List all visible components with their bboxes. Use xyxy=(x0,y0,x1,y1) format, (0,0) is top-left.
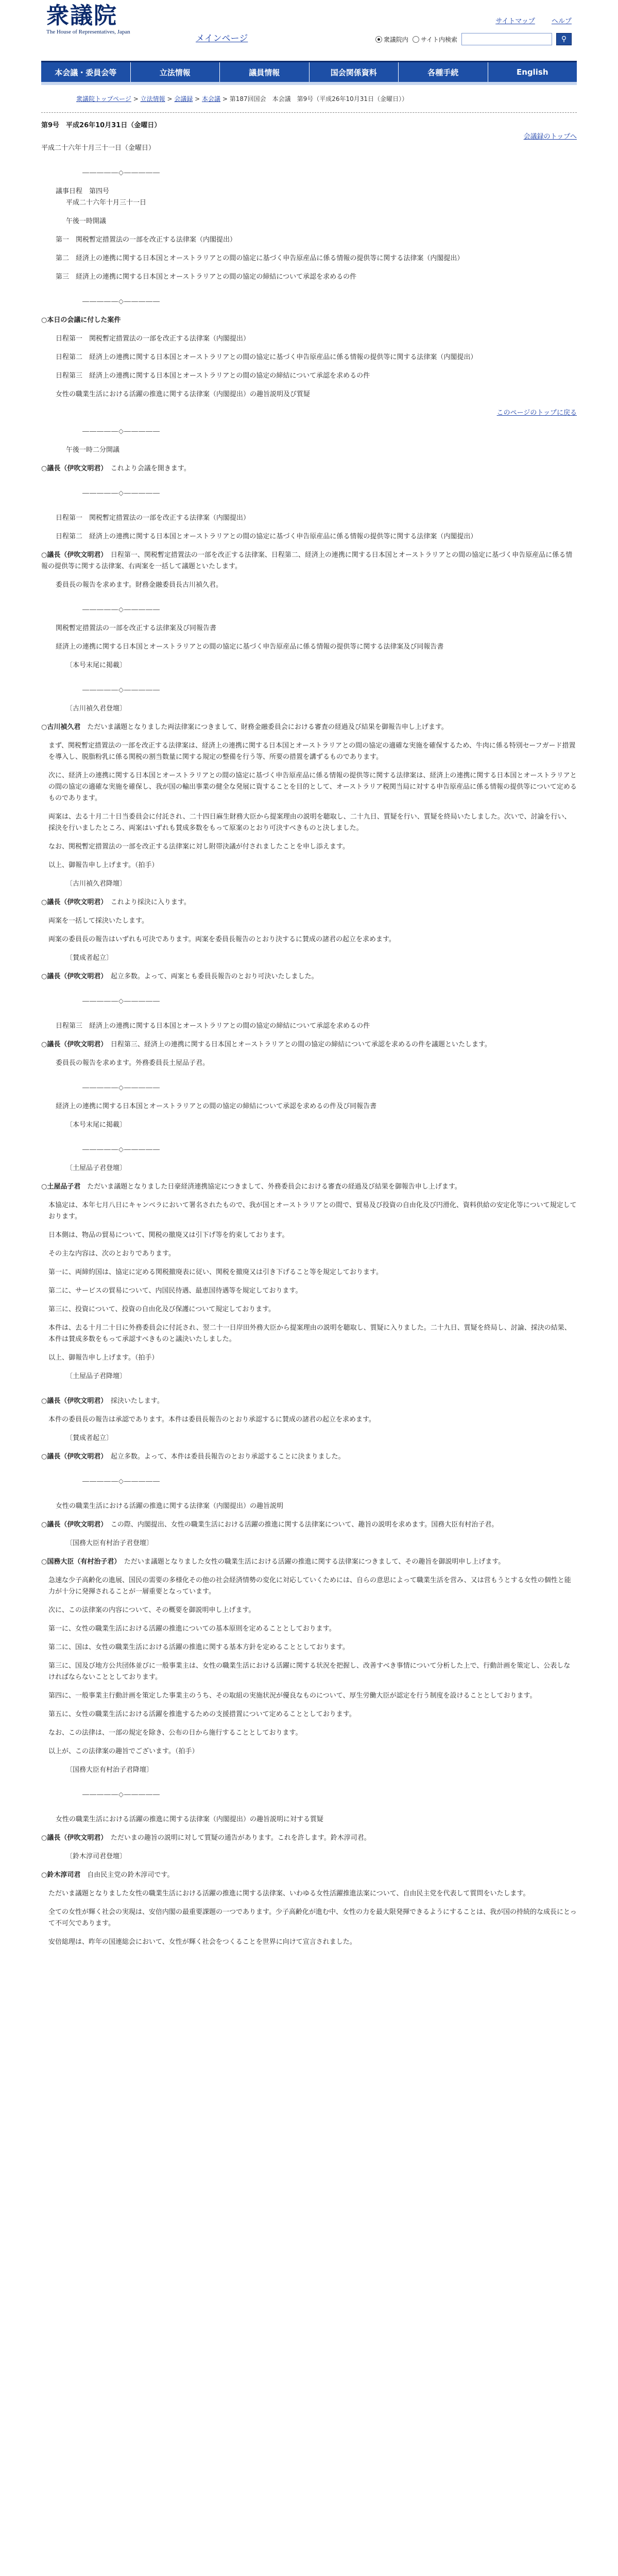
breadcrumb-minutes[interactable]: 会議録 xyxy=(174,95,193,103)
speaker-chair: ○議長（伊吹文明君） xyxy=(41,1521,104,1529)
speaker-arimura: ○国務大臣（有村治子君） xyxy=(41,1558,117,1566)
speech-text: 日本側は、物品の貿易について、関税の撤廃又は引下げ等を約束しております。 xyxy=(48,1231,289,1239)
sitemap-link[interactable]: サイトマップ xyxy=(495,18,535,25)
speech-text: これより会議を開きます。 xyxy=(110,465,191,472)
speech-text: 両案は、去る十月二十日当委員会に付託され、二十四日麻生財務大臣から提案理由の説明を聴取し、二十九日、質疑を行い、質疑を終局いたしました。次いで、討論を行い、採決を行いましたところ、両案はいずれも賛成多数をもって原案のとおり可決すべきものと決しました。 xyxy=(48,813,571,832)
separator: ―――――◇――――― xyxy=(82,686,160,694)
stage-note: 〔土屋品子君降壇〕 xyxy=(66,1372,127,1380)
speech-text: 委員長の報告を求めます。外務委員長土屋品子君。 xyxy=(56,1059,209,1067)
speech-text: 第五に、女性の職業生活における活躍を推進するための支援措置について定めることとしております。 xyxy=(48,1710,356,1718)
speech-text: 本件は、去る十月二十日に外務委員会に付託され、翌二十一日岸田外務大臣から提案理由の説明を聴取し、質疑に入りました。二十九日、質疑を終局し、討論、採決の結果、本件は賛成多数をもって承認すべきものと議決いたしました。 xyxy=(48,1324,571,1343)
speech-text: 両案を一括して採決いたします。 xyxy=(48,917,148,925)
back-to-top-link[interactable]: このページのトップに戻る xyxy=(496,409,577,417)
agenda-item: 女性の職業生活における活躍の推進に関する法律案（内閣提出）の趣旨説明に対する質疑 xyxy=(56,1816,324,1823)
speech-text: まず、関税暫定措置法の一部を改正する法律案は、経済上の連携に関する日本国とオーストラリアとの間の協定の適確な実施を確保するため、牛肉に係る特別セーフガード措置を導入し、脱脂粉乳に係る関税の割当数量に関する規定の整備を行う等、所要の措置を講ずるものであります。 xyxy=(48,742,576,761)
separator: ―――――◇――――― xyxy=(82,997,160,1005)
speech-text: 以上、御報告申し上げます。（拍手） xyxy=(48,1354,159,1362)
site-header xyxy=(41,0,577,61)
stand-note: 〔賛成者起立〕 xyxy=(66,1434,113,1442)
separator: ―――――◇――――― xyxy=(82,489,160,497)
omit-note: 〔本号末尾に掲載〕 xyxy=(66,1121,127,1129)
stage-note: 〔鈴木淳司君登壇〕 xyxy=(66,1853,127,1860)
separator: ―――――◇――――― xyxy=(82,1146,160,1154)
separator: ―――――◇――――― xyxy=(82,298,160,306)
case-item: 日程第三 経済上の連携に関する日本国とオーストラリアとの間の協定の締結について承認を求めるの件 xyxy=(56,372,370,380)
nav-members[interactable]: 議員情報 xyxy=(220,62,310,82)
scope-option-house[interactable] xyxy=(375,35,408,44)
separator: ―――――◇――――― xyxy=(82,1084,160,1092)
nav-diet-materials[interactable]: 国会関係資料 xyxy=(310,62,399,82)
logo-subtitle: The House of Representatives, Japan xyxy=(46,29,130,35)
speech-text: ただいま議題となりました両法律案につきまして、財務金融委員会における審査の経過及び結果を御報告申し上げます。 xyxy=(87,723,448,731)
agenda-start: 午後一時開議 xyxy=(66,217,107,225)
speech-text: 第四に、一般事業主行動計画を策定した事業主のうち、その取組の実施状況が優良なものについて、厚生労働大臣が認定を行う制度を設けることとしております。 xyxy=(48,1692,537,1700)
search-input[interactable] xyxy=(461,33,552,45)
speech-text: 起立多数。よって、両案とも委員長報告のとおり可決いたしました。 xyxy=(110,973,318,980)
scope-label: 衆議院内 xyxy=(383,36,408,43)
speech-text: 両案の委員長の報告はいずれも可決であります。両案を委員長報告のとおり決するに賛成の諸君の起立を求めます。 xyxy=(48,936,396,943)
speech-text: 第三に、国及び地方公共団体並びに一般事業主は、女性の職業生活における活躍に関する状況を把握し、改善すべき事情について分析した上で、行動計画を策定し、公表しなければならないこととしております。 xyxy=(48,1662,571,1681)
agenda-title: 議事日程 第四号 xyxy=(56,188,110,195)
scope-option-site[interactable] xyxy=(413,35,457,44)
speech-text: 第一に、女性の職業生活における活躍の推進についての基本原則を定めることとしております。 xyxy=(48,1625,336,1633)
speaker-suzuki: ○鈴木淳司君 xyxy=(41,1871,81,1879)
site-search xyxy=(375,33,572,45)
stage-note: 〔古川禎久君降壇〕 xyxy=(66,880,127,888)
speaker-chair: ○議長（伊吹文明君） xyxy=(41,465,104,472)
search-icon: ⚲ xyxy=(561,35,567,43)
bill-title: 経済上の連携に関する日本国とオーストラリアとの間の協定に基づく申告原産品に係る情報の提供等に関する法律案及び同報告書 xyxy=(56,643,444,651)
nav-underline xyxy=(41,82,577,85)
agenda-item: 日程第一 関税暫定措置法の一部を改正する法律案（内閣提出） xyxy=(56,514,250,522)
section-title: ○本日の会議に付した案件 xyxy=(41,316,121,324)
case-item: 日程第二 経済上の連携に関する日本国とオーストラリアとの間の協定に基づく申告原産品に係る情報の提供等に関する法律案（内閣提出） xyxy=(56,353,477,361)
radio-icon xyxy=(413,36,419,43)
minutes-document xyxy=(41,113,577,1948)
help-link[interactable]: ヘルプ xyxy=(551,18,572,25)
speech-text: 急速な少子高齢化の進展、国民の需要の多様化その他の社会経済情勢の変化に対応していくためには、自らの意思によって職業生活を営み、又は営もうとする女性の個性と能力が十分に発揮されることが一層重要となっています。 xyxy=(48,1577,571,1596)
speaker-chair: ○議長（伊吹文明君） xyxy=(41,1041,104,1048)
utility-links xyxy=(481,15,572,25)
agenda-item: 第二 経済上の連携に関する日本国とオーストラリアとの間の協定に基づく申告原産品に係る情報の提供等に関する法律案（内閣提出） xyxy=(56,255,464,262)
speech-text: 委員長の報告を求めます。財務金融委員長古川禎久君。 xyxy=(56,581,222,589)
speech-text: 本件の委員長の報告は承認であります。本件は委員長報告のとおり承認するに賛成の諸君の起立を求めます。 xyxy=(48,1416,375,1423)
breadcrumb-separator: > xyxy=(193,95,202,103)
breadcrumb-top[interactable]: 衆議院トップページ xyxy=(76,95,131,103)
stage-note: 〔国務大臣有村治子君登壇〕 xyxy=(66,1539,153,1547)
speaker-chair: ○議長（伊吹文明君） xyxy=(41,1453,104,1461)
speech-text: 安倍総理は、昨年の国連総会において、女性が輝く社会をつくることを世界に向けて宣言されました。 xyxy=(48,1938,356,1946)
site-logo[interactable] xyxy=(46,4,130,35)
omit-note: 〔本号末尾に掲載〕 xyxy=(66,662,127,669)
nav-english[interactable]: English xyxy=(516,67,548,77)
stage-note: 〔古川禎久君登壇〕 xyxy=(66,705,127,713)
speaker-furukawa: ○古川禎久君 xyxy=(41,723,81,731)
breadcrumb xyxy=(41,94,577,103)
bill-title: 関税暫定措置法の一部を改正する法律案及び同報告書 xyxy=(56,624,217,632)
stage-note: 〔土屋品子君登壇〕 xyxy=(66,1164,127,1172)
speech-text: 全ての女性が輝く社会の実現は、安倍内閣の最重要課題の一つであります。少子高齢化が進む中、女性の力を最大限発揮できるようにすることは、我が国の持続的な成長にとって不可欠であります。 xyxy=(48,1908,577,1927)
nav-plenary-committees[interactable]: 本会議・委員会等 xyxy=(41,62,131,82)
separator: ―――――◇――――― xyxy=(82,606,160,614)
speech-text: ただいまの趣旨の説明に対して質疑の通告があります。これを許します。鈴木淳司君。 xyxy=(110,1834,371,1842)
page xyxy=(41,0,577,1948)
speech-text: 第三に、投資について、投資の自由化及び保護について規定しております。 xyxy=(48,1306,276,1313)
agenda-item: 第三 経済上の連携に関する日本国とオーストラリアとの間の協定の締結について承認を求めるの件 xyxy=(56,273,357,281)
speaker-chair: ○議長（伊吹文明君） xyxy=(41,551,104,559)
agenda-date: 平成二十六年十月三十一日 xyxy=(66,199,147,207)
separator: ―――――◇――――― xyxy=(82,428,160,435)
speech-text: 次に、経済上の連携に関する日本国とオーストラリアとの間の協定に基づく申告原産品に係る情報の提供等に関する法律案は、経済上の連携に関する日本国とオーストラリアとの間の協定の適確な実施を確保し、我が国の輸出事業の健全な発展に資することを目的として、オーストラリア税関当局に対する申告原産品に係る情報の提供等について定めるものであります。 xyxy=(48,772,577,802)
agenda-item: 女性の職業生活における活躍の推進に関する法律案（内閣提出）の趣旨説明 xyxy=(56,1502,284,1510)
agenda-item: 日程第二 経済上の連携に関する日本国とオーストラリアとの間の協定に基づく申告原産品に係る情報の提供等に関する法律案（内閣提出） xyxy=(56,533,477,540)
breadcrumb-separator: > xyxy=(220,95,230,103)
stage-note: 〔国務大臣有村治子君降壇〕 xyxy=(66,1766,153,1774)
speech-text: なお、関税暫定措置法の一部を改正する法律案に対し附帯決議が付されましたことを申し添えます。 xyxy=(48,843,349,851)
bill-title: 経済上の連携に関する日本国とオーストラリアとの間の協定の締結について承認を求めるの件及び同報告書 xyxy=(56,1103,377,1110)
document-heading: 第9号 平成26年10月31日（金曜日） xyxy=(41,122,161,129)
speech-text: 日程第一、関税暫定措置法の一部を改正する法律案、日程第二、経済上の連携に関する日本国とオーストラリアとの間の協定に基づく申告原産品に係る情報の提供等に関する法律案、右両案を一括して議題といたします。 xyxy=(41,551,573,570)
speech-text: なお、この法律は、一部の規定を除き、公布の日から施行することとしております。 xyxy=(48,1729,302,1737)
speech-text: ただいま議題となりました女性の職業生活における活躍の推進に関する法律案につきまして、その趣旨を御説明申し上げます。 xyxy=(124,1558,505,1566)
speech-text: 第二に、サービスの貿易について、内国民待遇、最恵国待遇等を規定しております。 xyxy=(48,1287,302,1295)
speech-text: これより採決に入ります。 xyxy=(110,899,191,906)
logo-text: 衆議院 xyxy=(46,3,117,29)
speech-text: 起立多数。よって、本件は委員長報告のとおり承認することに決まりました。 xyxy=(110,1453,345,1461)
scope-label: サイト内検索 xyxy=(420,36,457,43)
breadcrumb-separator: > xyxy=(131,95,141,103)
main-nav xyxy=(41,61,577,82)
speech-text: 第一に、両締約国は、協定に定める関税撤廃表に従い、関税を撤廃又は引き下げること等を規定しております。 xyxy=(48,1268,383,1276)
speech-text: その主な内容は、次のとおりであります。 xyxy=(48,1250,175,1258)
speech-text: 以上が、この法律案の趣旨でございます。（拍手） xyxy=(48,1748,199,1755)
radio-icon xyxy=(375,36,382,43)
speech-text: 採決いたします。 xyxy=(110,1397,164,1405)
agenda-item: 第一 関税暫定措置法の一部を改正する法律案（内閣提出） xyxy=(56,236,237,244)
stand-note: 〔賛成者起立〕 xyxy=(66,954,113,962)
date-kanji: 平成二十六年十月三十一日（金曜日） xyxy=(41,144,156,152)
main-page-link[interactable]: メインページ xyxy=(196,33,248,43)
breadcrumb-legislation[interactable]: 立法情報 xyxy=(140,95,165,103)
speech-text: 自由民主党の鈴木淳司です。 xyxy=(87,1871,174,1879)
case-item: 女性の職業生活における活躍の推進に関する法律案（内閣提出）の趣旨説明及び質疑 xyxy=(56,391,311,398)
separator: ―――――◇――――― xyxy=(82,169,160,177)
breadcrumb-separator: > xyxy=(165,95,175,103)
nav-legislation[interactable]: 立法情報 xyxy=(131,62,220,82)
separator: ―――――◇――――― xyxy=(82,1478,160,1485)
breadcrumb-current: 第187回国会 本会議 第9号（平成26年10月31日（金曜日）） xyxy=(229,95,408,103)
speaker-chair: ○議長（伊吹文明君） xyxy=(41,973,104,980)
speech-text: 本協定は、本年七月八日にキャンベラにおいて署名されたもので、我が国とオーストラリアとの間で、貿易及び投資の自由化及び円滑化、資料供給の安定化等について規定しております。 xyxy=(48,1201,577,1221)
speech-text: 次に、この法律案の内容について、その概要を御説明申し上げます。 xyxy=(48,1606,255,1614)
speaker-chair: ○議長（伊吹文明君） xyxy=(41,899,104,906)
search-button[interactable] xyxy=(556,33,572,45)
minutes-top-link[interactable]: 会議録のトップへ xyxy=(523,133,577,141)
nav-procedures[interactable]: 各種手続 xyxy=(399,62,488,82)
speaker-tsuchiya: ○土屋品子君 xyxy=(41,1183,81,1191)
agenda-item: 日程第三 経済上の連携に関する日本国とオーストラリアとの間の協定の締結について承認を求めるの件 xyxy=(56,1022,370,1030)
separator: ―――――◇――――― xyxy=(82,1791,160,1799)
speech-text: ただいま議題となりました日豪経済連携協定につきまして、外務委員会における審査の経過及び結果を御報告申し上げます。 xyxy=(87,1183,461,1191)
speech-text: 第二に、国は、女性の職業生活における活躍の推進に関する基本方針を定めることとしております。 xyxy=(48,1643,349,1651)
speaker-chair: ○議長（伊吹文明君） xyxy=(41,1834,104,1842)
speech-text: 日程第三、経済上の連携に関する日本国とオーストラリアとの間の協定の締結について承認を求めるの件を議題といたします。 xyxy=(110,1041,491,1048)
breadcrumb-plenary[interactable]: 本会議 xyxy=(202,95,221,103)
speech-text: この際、内閣提出、女性の職業生活における活躍の推進に関する法律案について、趣旨の説明を求めます。国務大臣有村治子君。 xyxy=(110,1521,499,1529)
session-open: 午後一時二分開議 xyxy=(66,446,120,454)
speech-text: 以上、御報告申し上げます。（拍手） xyxy=(48,861,159,869)
speech-text: ただいま議題となりました女性の職業生活における活躍の推進に関する法律案、いわゆる女性活躍推進法案について、自由民主党を代表して質問をいたします。 xyxy=(48,1890,530,1897)
speaker-chair: ○議長（伊吹文明君） xyxy=(41,1397,104,1405)
case-item: 日程第一 関税暫定措置法の一部を改正する法律案（内閣提出） xyxy=(56,335,250,343)
